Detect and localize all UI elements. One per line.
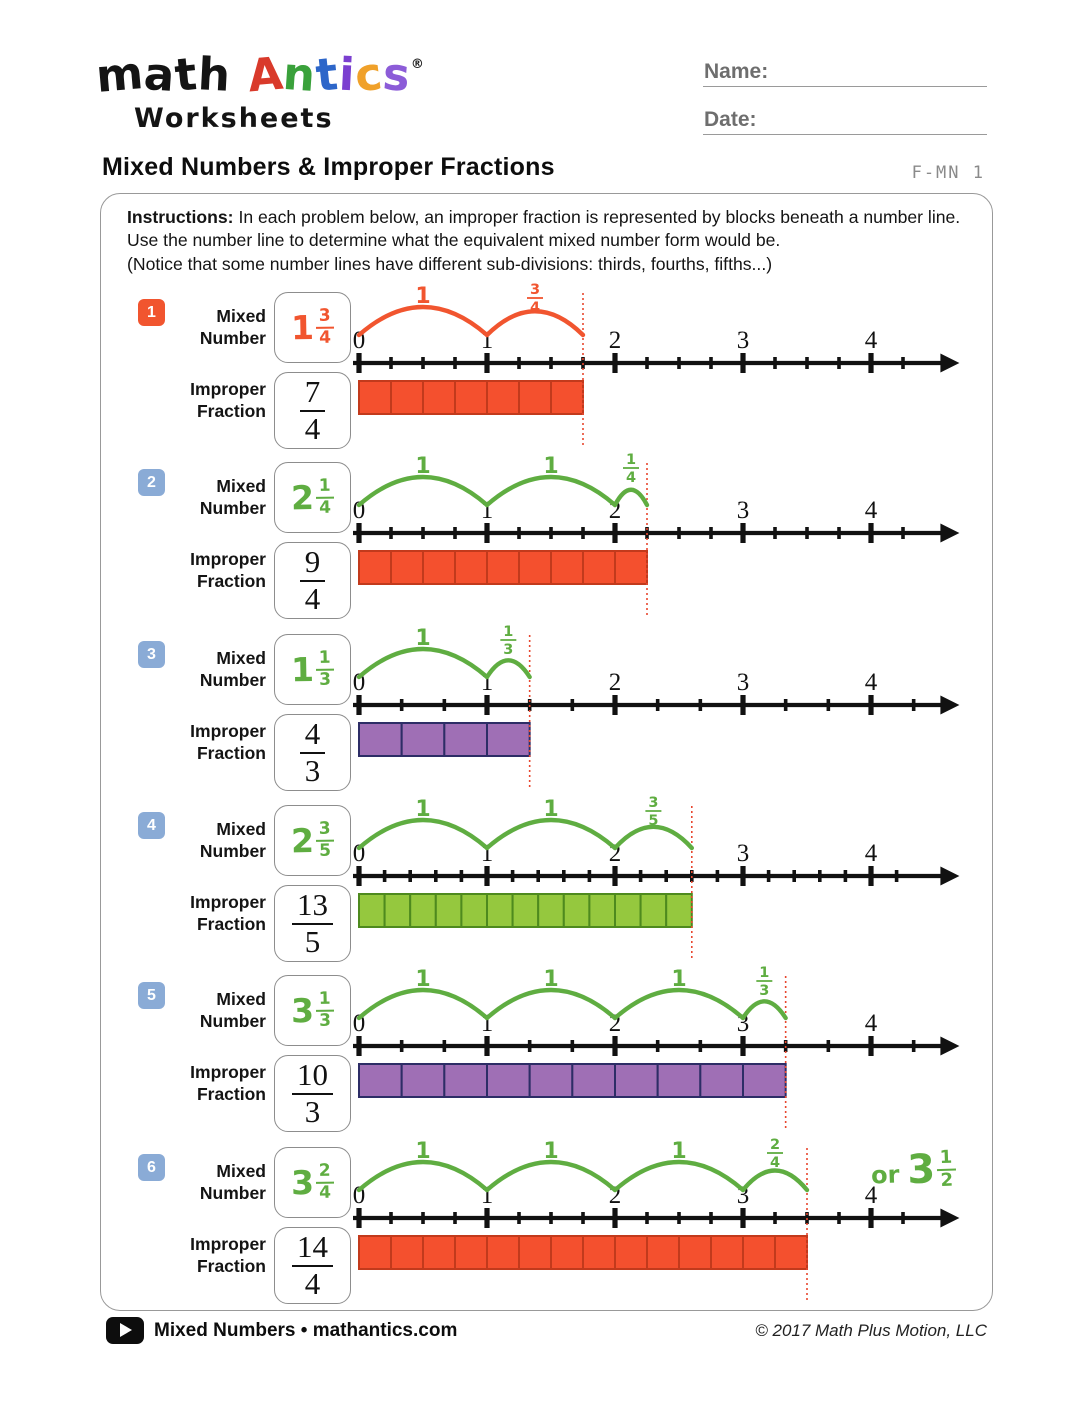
logo-word-antics: [245, 46, 414, 103]
mixed-number-value: 3 2 4: [291, 1162, 334, 1202]
arc-fraction-denominator: 4: [625, 470, 637, 486]
fraction-block: [775, 1236, 807, 1269]
number-line-label: 3: [736, 1010, 750, 1037]
number-line-label: 2: [608, 840, 622, 867]
logo-word-math: [93, 46, 233, 103]
arc-fraction-numerator: 3: [648, 795, 659, 811]
number-line-label: 4: [864, 669, 878, 696]
arc-label: 1: [543, 797, 559, 822]
fraction-block: [551, 551, 583, 584]
jump-arc: [487, 990, 615, 1018]
fraction-block: [423, 1236, 455, 1269]
problem-number-badge: 2: [138, 469, 165, 496]
problem-number-badge: 1: [138, 299, 165, 326]
fraction-block: [615, 1064, 658, 1097]
problem-row-2: [101, 449, 994, 621]
improper-fraction-box: [274, 372, 351, 449]
improper-fraction-label: Improper Fraction: [190, 549, 266, 592]
fraction-block: [359, 723, 402, 756]
jump-arc: [359, 477, 487, 505]
fraction-block: [391, 1236, 423, 1269]
improper-fraction-value: 14 4: [292, 1231, 333, 1299]
jump-arc: [359, 307, 487, 335]
fraction-block: [572, 1064, 615, 1097]
arc-label: 1: [415, 797, 431, 822]
instructions-lead: Instructions:: [127, 207, 234, 227]
arc-fraction-denominator: 3: [503, 642, 514, 658]
arc-fraction-numerator: 3: [529, 282, 541, 298]
fraction-block: [444, 723, 487, 756]
arc-label: 1: [415, 454, 431, 479]
fraction-block: [641, 894, 667, 927]
number-line: [351, 449, 999, 621]
arc-label: 1: [543, 454, 559, 479]
number-line-label: 2: [608, 1010, 622, 1037]
mixed-number-label: Mixed Number: [199, 476, 266, 519]
improper-fraction-label: Improper Fraction: [190, 379, 266, 422]
fraction-block: [666, 894, 692, 927]
fraction-block: [487, 1064, 530, 1097]
number-line-label: 4: [864, 840, 878, 867]
fraction-block: [402, 1064, 445, 1097]
arc-label: 1: [671, 967, 687, 992]
fraction-block: [455, 551, 487, 584]
logo-letter: a: [142, 46, 178, 103]
fraction-block: [583, 1236, 615, 1269]
arc-label: 1: [543, 967, 559, 992]
fraction-block: [359, 1236, 391, 1269]
improper-fraction-box: [274, 714, 351, 791]
fraction-block: [530, 1064, 573, 1097]
logo-letter: m: [93, 46, 147, 103]
arc-fraction-denominator: 4: [769, 1155, 781, 1171]
mixed-number-label: Mixed Number: [199, 306, 266, 349]
improper-fraction-box: [274, 1055, 351, 1132]
fraction-block: [519, 551, 551, 584]
jump-arc: [487, 660, 530, 677]
problem-row-6: [101, 1134, 994, 1306]
date-field-line: [703, 100, 987, 135]
number-line-label: 3: [736, 327, 750, 354]
mixed-number-answer-box: [274, 462, 351, 533]
fraction-block: [359, 381, 391, 414]
number-line-label: 0: [352, 1182, 366, 1209]
arc-fraction-denominator: 3: [759, 983, 770, 999]
arc-fraction-numerator: 1: [759, 965, 770, 981]
header-fields: [703, 52, 987, 148]
jump-arc: [359, 820, 487, 848]
logo-letter: n: [281, 46, 319, 103]
fraction-block: [743, 1064, 786, 1097]
fraction-block: [647, 1236, 679, 1269]
arc-fraction-denominator: 4: [529, 300, 541, 316]
fraction-block: [385, 894, 411, 927]
problem-number-badge: 5: [138, 982, 165, 1009]
mixed-number-answer-box: [274, 634, 351, 705]
arc-fraction-denominator: 5: [648, 813, 659, 829]
name-field-line: [703, 52, 987, 87]
number-line: [351, 621, 999, 793]
number-line-label: 0: [352, 840, 366, 867]
problem-number-badge: 3: [138, 641, 165, 668]
logo-letter: h: [196, 47, 233, 102]
number-line-label: 3: [736, 1182, 750, 1209]
number-line-label: 4: [864, 327, 878, 354]
fraction-block: [487, 1236, 519, 1269]
fraction-block: [551, 1236, 583, 1269]
improper-fraction-label: Improper Fraction: [190, 1234, 266, 1277]
fraction-block: [410, 894, 436, 927]
problem-number-badge: 6: [138, 1154, 165, 1181]
arc-label: 1: [415, 284, 431, 309]
arc-fraction-numerator: 2: [769, 1137, 781, 1153]
logo-letter: s: [380, 46, 414, 103]
mixed-number-answer-box: [274, 805, 351, 876]
name-label: Name:: [704, 60, 769, 83]
fraction-block: [711, 1236, 743, 1269]
logo-subtitle: Worksheets: [134, 103, 334, 134]
instructions-body: In each problem below, an improper fraction is represented by blocks beneath a number line. Use the number line to determine what the equivalent mixed number form would be.: [127, 207, 961, 251]
improper-fraction-value: 10 3: [292, 1059, 333, 1127]
registered-mark: ®: [410, 57, 425, 72]
jump-arc: [743, 1171, 807, 1191]
jump-arc: [615, 1162, 743, 1190]
mixed-number-label: Mixed Number: [199, 819, 266, 862]
logo-letter: t: [172, 46, 201, 103]
arc-label: 1: [415, 626, 431, 651]
footer-title-url: Mixed Numbers • mathantics.com: [154, 1320, 458, 1341]
footer: [100, 1315, 993, 1347]
improper-fraction-label: Improper Fraction: [190, 721, 266, 764]
fraction-block: [359, 551, 391, 584]
arc-label: 1: [415, 967, 431, 992]
fraction-block: [583, 551, 615, 584]
fraction-block: [615, 551, 647, 584]
mixed-number-value: 1 3 4: [291, 307, 334, 347]
fraction-block: [538, 894, 564, 927]
logo-letter: c: [352, 46, 387, 103]
number-line: [351, 962, 999, 1134]
fraction-block: [615, 1236, 647, 1269]
arc-label: 1: [671, 1139, 687, 1164]
alternate-answer: or 3 1 2: [870, 1149, 956, 1194]
logo-wordmark: [93, 46, 476, 103]
number-line-label: 1: [480, 840, 494, 867]
play-icon: [106, 1317, 144, 1344]
number-line-label: 2: [608, 669, 622, 696]
jump-arc: [743, 1001, 786, 1018]
jump-arc: [359, 990, 487, 1018]
jump-arc: [615, 990, 743, 1018]
improper-fraction-box: [274, 542, 351, 619]
problem-row-4: [101, 792, 994, 964]
number-line-label: 4: [864, 1182, 878, 1209]
jump-arc: [359, 649, 487, 677]
mixed-number-label: Mixed Number: [199, 1161, 266, 1204]
worksheet-code: F-MN 1: [911, 163, 985, 183]
number-line-label: 0: [352, 497, 366, 524]
number-line-label: 2: [608, 1182, 622, 1209]
fraction-block: [359, 894, 385, 927]
number-line-label: 3: [736, 497, 750, 524]
arc-fraction-numerator: 1: [625, 452, 637, 468]
mixed-number-answer-box: [274, 975, 351, 1046]
fraction-block: [455, 381, 487, 414]
number-line-label: 1: [480, 1010, 494, 1037]
number-line-label: 1: [480, 497, 494, 524]
instructions-note: (Notice that some number lines have different sub-divisions: thirds, fourths, fifths...): [127, 253, 773, 274]
copyright-text: © 2017 Math Plus Motion, LLC: [755, 1321, 987, 1340]
problem-row-3: [101, 621, 994, 793]
number-line-label: 3: [736, 840, 750, 867]
improper-fraction-value: 13 5: [292, 889, 333, 957]
fraction-block: [391, 551, 423, 584]
logo-letter: A: [245, 46, 286, 103]
improper-fraction-value: 9 4: [300, 546, 326, 614]
improper-fraction-value: 7 4: [300, 376, 326, 444]
number-line-label: 3: [736, 669, 750, 696]
fraction-block: [455, 1236, 487, 1269]
mixed-number-value: 2 1 4: [291, 477, 334, 517]
page-title: Mixed Numbers & Improper Fractions: [102, 153, 555, 181]
improper-fraction-value: 4 3: [300, 718, 326, 786]
logo-letter: i: [337, 47, 357, 102]
fraction-block: [487, 551, 519, 584]
fraction-block: [589, 894, 615, 927]
number-line-label: 2: [608, 497, 622, 524]
problem-number-badge: 4: [138, 812, 165, 839]
number-line-label: 0: [352, 327, 366, 354]
mixed-number-label: Mixed Number: [199, 989, 266, 1032]
number-line: [351, 279, 999, 451]
mixed-number-answer-box: [274, 292, 351, 363]
fraction-block: [658, 1064, 701, 1097]
instructions: [127, 206, 969, 276]
fraction-block: [743, 1236, 775, 1269]
jump-arc: [487, 477, 615, 505]
fraction-block: [423, 551, 455, 584]
number-line-label: 0: [352, 1010, 366, 1037]
fraction-block: [513, 894, 539, 927]
improper-fraction-box: [274, 885, 351, 962]
number-line-label: 4: [864, 497, 878, 524]
fraction-block: [551, 381, 583, 414]
fraction-block: [700, 1064, 743, 1097]
fraction-block: [402, 723, 445, 756]
number-line-label: 1: [480, 1182, 494, 1209]
mixed-number-value: 1 1 3: [291, 649, 334, 689]
jump-arc: [487, 1162, 615, 1190]
problem-row-5: [101, 962, 994, 1134]
fraction-block: [519, 1236, 551, 1269]
improper-fraction-label: Improper Fraction: [190, 892, 266, 935]
number-line: [351, 792, 999, 964]
fraction-block: [487, 894, 513, 927]
fraction-block: [359, 1064, 402, 1097]
logo-letter: t: [313, 46, 342, 103]
fraction-block: [461, 894, 487, 927]
number-line-label: 0: [352, 669, 366, 696]
mixed-number-value: 2 3 5: [291, 820, 334, 860]
jump-arc: [487, 820, 615, 848]
fraction-block: [487, 381, 519, 414]
number-line-label: 4: [864, 1010, 878, 1037]
number-line-label: 2: [608, 327, 622, 354]
fraction-block: [423, 381, 455, 414]
fraction-block: [679, 1236, 711, 1269]
number-line-label: 1: [480, 669, 494, 696]
mixed-number-value: 3 1 3: [291, 990, 334, 1030]
jump-arc: [615, 827, 692, 848]
mixed-number-label: Mixed Number: [199, 648, 266, 691]
fraction-block: [436, 894, 462, 927]
arc-label: 1: [415, 1139, 431, 1164]
fraction-block: [564, 894, 590, 927]
improper-fraction-label: Improper Fraction: [190, 1062, 266, 1105]
fraction-block: [391, 381, 423, 414]
arc-label: 1: [543, 1139, 559, 1164]
mixed-number-answer-box: [274, 1147, 351, 1218]
worksheet-body-box: [100, 193, 993, 1311]
fraction-block: [444, 1064, 487, 1097]
number-line-label: 1: [480, 327, 494, 354]
problem-row-1: [101, 279, 994, 451]
fraction-block: [615, 894, 641, 927]
math-antics-logo: [93, 46, 476, 134]
fraction-block: [487, 723, 530, 756]
fraction-block: [519, 381, 551, 414]
jump-arc: [359, 1162, 487, 1190]
date-label: Date:: [704, 108, 757, 131]
improper-fraction-box: [274, 1227, 351, 1304]
arc-fraction-numerator: 1: [503, 624, 514, 640]
